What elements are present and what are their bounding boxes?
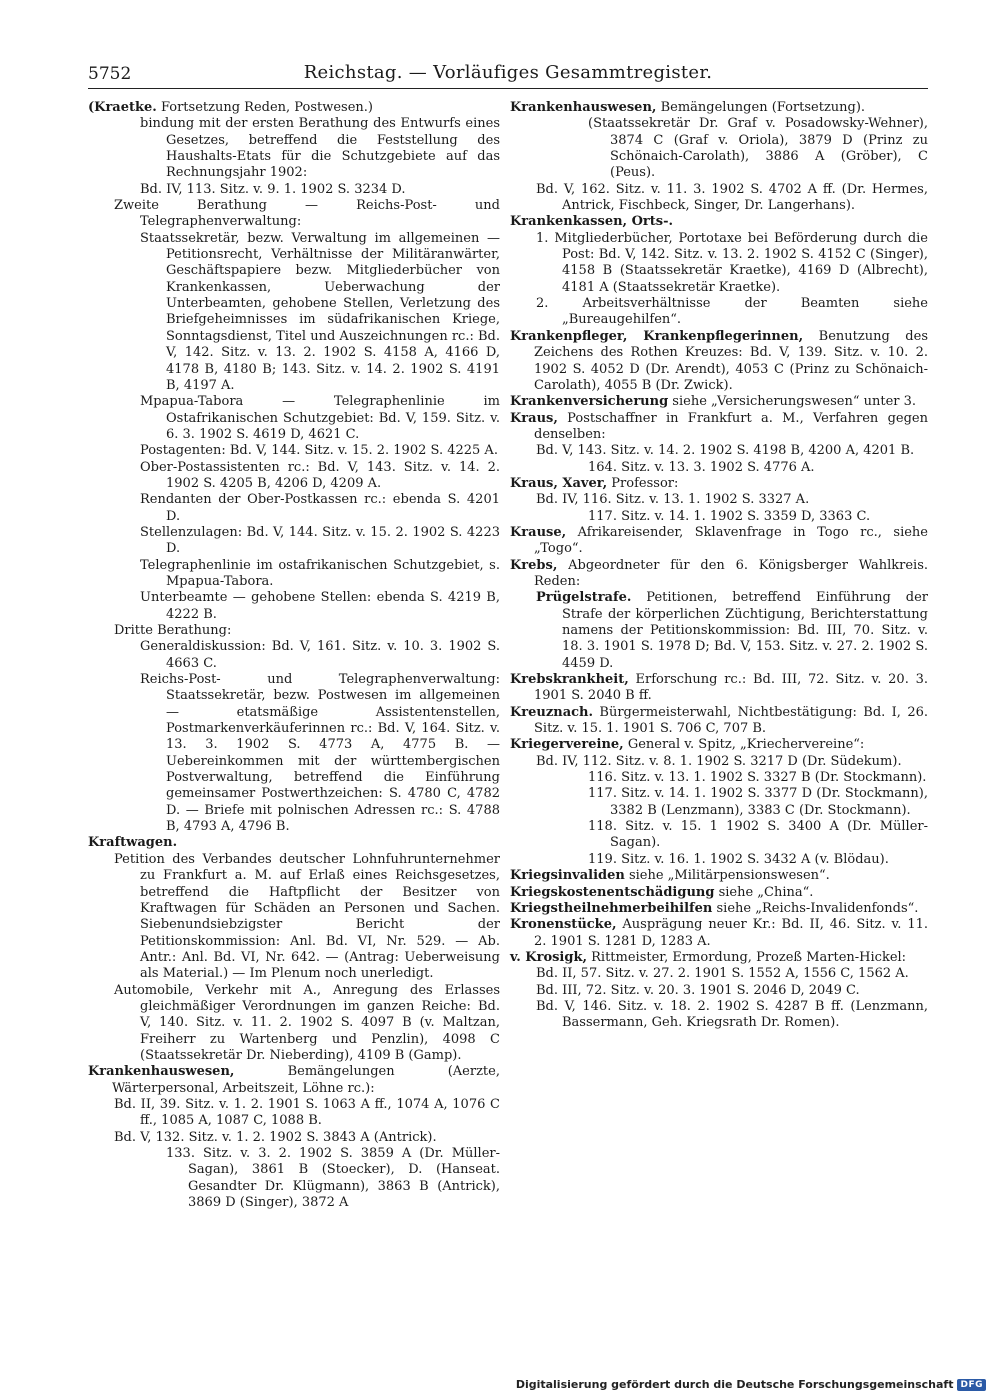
index-subentry [88,182,500,198]
index-entry [510,901,928,917]
entry-text: siehe „China“. [714,884,814,900]
entry-text: Dritte Berathung: [114,623,232,638]
index-entry [510,917,933,950]
index-entry [510,524,933,558]
index-subentry [88,590,505,623]
index-subentry [510,770,928,786]
index-subentry [510,296,933,329]
entry-text: bindung mit der ersten Berathung des Entwurfs eines Gesetzes, betreffend die Feststellung des Haushalts-Etats für die Schutzgebiete auf das Rechnungsjahr 1902: [140,116,505,181]
entry-text: Ausprägung neuer Kr.: Bd. II, 46. Sitz. v. 11. 2. 1901 S. 1281 D, 1283 A. [534,917,933,949]
entry-headword: Kriegsinvaliden [510,868,625,884]
entry-text: Postschaffner in Frankfurt a. M., Verfahren gegen denselben: [534,410,933,442]
index-subentry [510,998,933,1032]
index-subentry [510,492,928,508]
page-number: 5752 [88,64,132,84]
index-subentry [510,754,928,770]
index-entry [510,737,928,753]
entry-text: Petition des Verbandes deutscher Lohnfuhrunternehmer zu Frankfurt a. M. auf Erlaß eines Reichsgesetzes, betreffend die Haftpflicht der Besitzer von Kraftwagen für Schäden an Personen und Sachen. Siebenundsiebzigster Bericht der Petitionskommission: Anl. Bd. VI, Nr. 529. — Ab. Antr.: Anl. Bd. VI, Nr. 642. — (Antrag: Ueberweisung als Material.) — Im Plenum noch unerledigt. [114,851,505,982]
index-subentry [510,230,933,296]
entry-headword: Prügelstrafe. [536,590,632,606]
index-entry [510,410,933,444]
entry-text: Reichs-Post- und Telegraphenverwaltung: Staatssekretär, bezw. Postwesen im allgemeinen — etatsmäßige Assistentenstellen, Postmarkenverkäuferinnen rc.: Bd. V, 164. Sitz. v. 13. 3. 1902 S. 4773 A, 4775 B. — Uebereinkommen mit der württembergischen Postverwaltung, betreffend die Einführung gemeinsamer Postwerthzeichen: S. 4780 C, 4782 D. — Briefe mit polnischen Adressen rc.: S. 4788 B, 4793 A, 4796 B. [140,672,505,835]
entry-text: Mpapua-Tabora — Telegraphenlinie im Ostafrikanischen Schutzgebiet: Bd. V, 159. Sitz. v. 6. 3. 1902 S. 4619 D, 4621 C. [140,394,505,442]
entry-text: Bd. II, 57. Sitz. v. 27. 2. 1901 S. 1552 A, 1556 C, 1562 A. [536,966,909,982]
index-subentry [88,198,505,231]
entry-text: Abgeordneter für den 6. Königsberger Wahlkreis. Reden: [534,557,933,589]
entry-text: Fortsetzung Reden, Postwesen.) [156,100,373,115]
index-entry [510,950,928,966]
entry-headword: Kraus, Xaver, [510,475,608,491]
index-subentry [88,230,505,394]
entry-text: Bemängelungen (Fortsetzung). [656,100,866,115]
index-subentry [88,1130,500,1146]
index-subentry [88,1146,505,1211]
index-subentry [510,181,933,215]
entry-text: 116. Sitz. v. 13. 1. 1902 S. 3327 B (Dr. Stockmann). [588,770,927,786]
index-entry [510,328,933,394]
entry-headword: v. Krosigk, [510,949,587,965]
index-subentry [510,443,928,459]
index-subentry [510,852,928,868]
index-subentry [88,492,505,525]
entry-text: Telegraphenlinie im ostafrikanischen Schutzgebiet, s. Mpapua-Tabora. [140,557,505,589]
entry-headword: Krankenpfleger, Krankenpflegerinnen, [510,328,804,344]
index-entry [510,394,928,410]
index-entry [510,214,928,230]
entry-headword: Kronenstücke, [510,917,617,933]
index-subentry [88,459,505,493]
entry-text: Bd. V, 162. Sitz. v. 11. 3. 1902 S. 4702 A ff. (Dr. Hermes, Antrick, Fischbeck, Singer, Dr. Langerhans). [536,181,933,214]
entry-text: 117. Sitz. v. 14. 1. 1902 S. 3377 D (Dr. Stockmann), 3382 B (Lenzmann), 3383 C (Dr. Stockmann). [588,786,933,818]
entry-text: siehe „Versicherungswesen“ unter 3. [668,394,917,410]
entry-text: 2. Arbeitsverhältnisse der Beamten siehe „Bureaugehilfen“. [536,296,933,328]
entry-text: Automobile, Verkehr mit A., Anregung des Erlasses gleichmäßiger Verordnungen im ganzen Reiche: Bd. V, 140. Sitz. v. 11. 2. 1902 S. 4097 B (v. Maltzan, Freiherr zu Wartenberg und Penzlin), 4098 C (Staatssekretär Dr. Nieberding), 4109 B (Gamp). [114,982,505,1063]
index-subentry [88,672,505,835]
index-entry [88,835,500,851]
entry-text: Bd. III, 72. Sitz. v. 20. 3. 1901 S. 2046 D, 2049 C. [536,982,860,998]
entry-text: Erforschung rc.: Bd. III, 72. Sitz. v. 20. 3. 1901 S. 2040 B ff. [534,672,933,704]
index-entry [510,557,933,591]
index-entry [510,672,933,705]
entry-text: General v. Spitz, „Kriechervereine“: [623,737,865,753]
entry-text: Postagenten: Bd. V, 144. Sitz. v. 15. 2. 1902 S. 4225 A. [140,443,498,459]
index-subentry [88,623,500,639]
entry-text: 117. Sitz. v. 14. 1. 1902 S. 3359 D, 3363 C. [588,508,871,524]
entry-text: Bemängelungen (Aerzte, Wärterpersonal, Arbeitszeit, Löhne rc.): [112,1064,505,1096]
entry-text: 164. Sitz. v. 13. 3. 1902 S. 4776 A. [588,459,815,475]
index-subentry [510,819,928,852]
entry-headword: Kriegstheilnehmerbeihilfen [510,900,713,916]
index-subentry [88,982,505,1065]
entry-text: Bd. IV, 113. Sitz. v. 9. 1. 1902 S. 3234 D. [140,181,406,197]
index-entry [510,476,928,492]
index-subentry [510,786,933,819]
dfg-logo-icon: DFG [957,1379,986,1391]
index-subentry [88,1096,505,1130]
entry-headword: Krankenversicherung [510,394,669,410]
entry-headword: Krankenhauswesen, [88,1064,235,1080]
entry-headword: Kraus, [510,410,558,426]
index-entry [88,100,500,116]
entry-headword: Kraftwagen. [88,835,178,851]
entry-text: siehe „Reichs-Invalidenfonds“. [712,900,919,916]
footer-credit: Digitalisierung gefördert durch die Deutsche Forschungsgemeinschaft [515,1378,954,1391]
index-subentry [88,639,505,672]
entry-text: Bd. II, 39. Sitz. v. 1. 2. 1901 S. 1063 A ff., 1074 A, 1076 C ff., 1085 A, 1087 C, 1088 B. [114,1096,505,1129]
index-subentry [510,509,928,525]
entry-text: 118. Sitz. v. 15. 1 1902 S. 3400 A (Dr. Müller-Sagan). [588,819,928,851]
footer [516,1378,986,1391]
entry-headword: Kriegskostenentschädigung [510,884,715,900]
index-subentry [88,851,505,983]
running-title: Reichstag. — Vorläufiges Gesammtregister. [303,62,713,83]
entry-text: Staatssekretär, bezw. Verwaltung im allgemeinen — Petitionsrecht, Verhältnisse der Militäranwärter, Geschäftspapiere bezw. Mitgliederbücher von Krankenkassen, Ueberwachung der Unterbeamten, gehobene Stellen, Verletzung des Briefgeheimnisses im südafrikanischen Kriege, Sonntagsdienst, Titel und Auszeichnungen rc.: Bd. V, 142. Sitz. v. 13. 2. 1902 S. 4158 A, 4166 D, 4178 B, 4180 B; 143. Sitz. v. 14. 2. 1902 S. 4191 B, 4197 A. [140,230,505,393]
entry-text: Zweite Berathung — Reichs-Post- und Telegraphenverwaltung: [114,198,505,230]
entry-text: Bd. V, 132. Sitz. v. 1. 2. 1902 S. 3843 A (Antrick). [114,1129,437,1145]
index-subentry [88,557,505,591]
entry-text: Bd. IV, 116. Sitz. v. 13. 1. 1902 S. 3327 A. [536,492,810,508]
entry-headword: Kriegervereine, [510,737,624,753]
page-header [88,62,928,89]
entry-headword: Krebskrankheit, [510,672,629,688]
entry-text: Benutzung des Zeichens des Rothen Kreuzes: Bd. V, 139. Sitz. v. 10. 2. 1902 S. 4052 D (Dr. Arendt), 4053 C (Prinz zu Schönaich-Carolath), 4055 B (Dr. Zwick). [534,328,933,393]
index-subentry [88,394,505,443]
index-entry [510,100,928,116]
index-subentry [510,116,933,181]
entry-text: Unterbeamte — gehobene Stellen: ebenda S. 4219 B, 4222 B. [140,590,505,622]
entry-text: 133. Sitz. v. 3. 2. 1902 S. 3859 A (Dr. Müller-Sagan), 3861 B (Stoecker), D. (Hanseat. Gesandter Dr. Klügmann), 3863 B (Antrick), 3869 D (Singer), 3872 A [166,1146,505,1211]
index-subentry [510,983,928,999]
entry-text: Bd. V, 146. Sitz. v. 18. 2. 1902 S. 4287 B ff. (Lenzmann, Bassermann, Geh. Kriegsrath Dr. Romen). [536,998,933,1031]
entry-headword: Kreuznach. [510,704,594,720]
entry-text: 1. Mitgliederbücher, Portotaxe bei Beförderung durch die Post: Bd. V, 142. Sitz. v. 13. 2. 1902 S. 4152 C (Singer), 4158 B (Staatssekretär Kraetke), 4169 D (Albrecht), 4181 A (Staatssekretär Kraetke). [536,230,933,295]
index-entry [510,704,933,738]
entry-text: Bd. V, 143. Sitz. v. 14. 2. 1902 S. 4198 B, 4200 A, 4201 B. [536,443,915,459]
index-subentry [510,966,928,982]
entry-text: Bd. IV, 112. Sitz. v. 8. 1. 1902 S. 3217 D (Dr. Südekum). [536,753,902,769]
entry-headword: (Kraetke. [88,100,157,115]
entry-text: (Staatssekretär Dr. Graf v. Posadowsky-Wehner), 3874 C (Graf v. Oriola), 3879 D (Prinz zu Schönaich-Carolath), 3886 A (Gröber), C (Peus). [588,116,933,181]
entry-text: Rittmeister, Ermordung, Prozeß Marten-Hickel: [587,949,907,965]
index-entry [88,1064,505,1097]
entry-text: Bürgermeisterwahl, Nichtbestätigung: Bd. I, 26. Sitz. v. 15. 1. 1901 S. 706 C, 707 B. [534,704,933,737]
index-subentry [88,116,505,181]
entry-text: Stellenzulagen: Bd. V, 144. Sitz. v. 15. 2. 1902 S. 4223 D. [140,524,505,557]
entry-headword: Krankenhauswesen, [510,100,657,115]
entry-text: Petitionen, betreffend Einführung der Strafe der körperlichen Züchtigung, Berichterstattung namens der Petitionskommission: Bd. III, 70. Sitz. v. 18. 3. 1901 S. 1978 D; Bd. V, 153. Sitz. v. 27. 2. 1902 S. 4459 D. [562,590,933,671]
index-entry [510,590,933,672]
index-subentry [88,524,505,558]
entry-headword: Krause, [510,524,567,540]
entry-headword: Krankenkassen, Orts-. [510,214,674,230]
entry-headword: Krebs, [510,557,558,573]
entry-text: Generaldiskussion: Bd. V, 161. Sitz. v. 10. 3. 1902 S. 4663 C. [140,639,505,671]
entry-text: Ober-Postassistenten rc.: Bd. V, 143. Sitz. v. 14. 2. 1902 S. 4205 B, 4206 D, 4209 A. [140,459,505,491]
index-subentry [88,443,500,459]
right-column [510,100,933,1032]
left-column [88,100,505,1211]
entry-text: Afrikareisender, Sklavenfrage in Togo rc., siehe „Togo“. [534,524,933,557]
entry-text: 119. Sitz. v. 16. 1. 1902 S. 3432 A (v. Blödau). [588,851,889,867]
entry-text: Rendanten der Ober-Postkassen rc.: ebenda S. 4201 D. [140,492,505,524]
index-entry [510,868,928,884]
index-entry [510,885,928,901]
entry-text: Professor: [607,475,679,491]
index-subentry [510,460,928,476]
entry-text: siehe „Militärpensionswesen“. [624,868,830,884]
